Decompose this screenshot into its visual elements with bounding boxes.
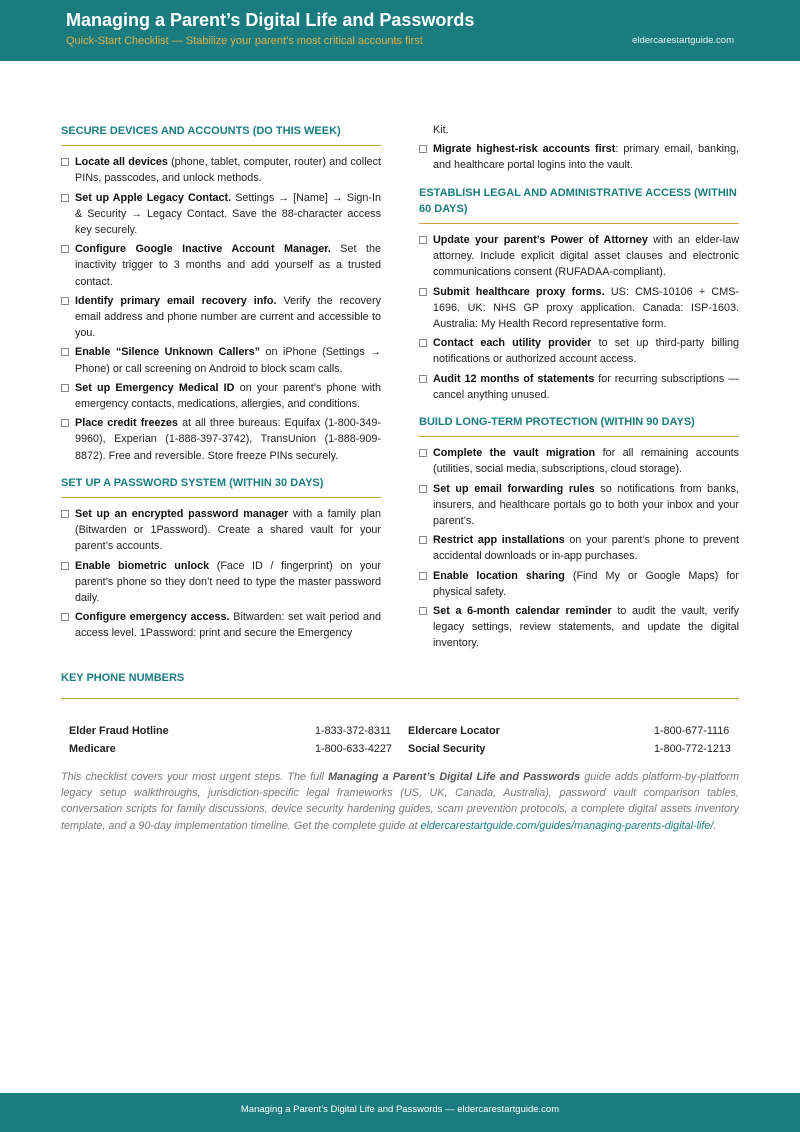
- phone-number: 1-800-772-1213: [654, 743, 731, 755]
- checklist-item-text: (Find My or Google Maps) for physical safety.: [433, 569, 739, 598]
- checklist-item-text: US: CMS-10106 + CMS-1696. UK: NHS GP proxy application. Canada: ISP-1603. Australia: My Health Record representative form.: [433, 285, 739, 331]
- footer-text: Managing a Parent’s Digital Life and Passwords — eldercarestartguide.com: [240, 1104, 560, 1115]
- note-text: .: [713, 819, 717, 832]
- section-title-legal: ESTABLISH LEGAL AND ADMINISTRATIVE ACCESS (WITHIN 60 DAYS): [419, 177, 739, 224]
- phone-number: 1-833-372-8311: [315, 725, 392, 737]
- phone-number: 1-800-633-4227: [315, 743, 392, 755]
- checklist-item-text: for all remaining accounts (utilities, social media, subscriptions, cloud storage).: [433, 447, 739, 476]
- checklist-item-title: Contact each utility provider: [433, 337, 592, 350]
- checklist-item: [61, 190, 381, 239]
- checklist-item-text: Set the inactivity trigger to 3 months and add yourself as a trusted contact.: [75, 243, 381, 288]
- checklist-item-title: Set up an encrypted password manager: [75, 508, 289, 521]
- checklist-item: [419, 284, 739, 333]
- checklist-item: [61, 344, 381, 376]
- checklist-item-title: Locate all devices: [75, 156, 168, 169]
- checklist-item-title: Enable biometric unlock: [75, 559, 210, 572]
- continued-item-text: Kit.: [433, 124, 449, 136]
- note-text: This checklist covers your most urgent steps. The full: [61, 771, 329, 783]
- checkbox-icon[interactable]: [61, 158, 69, 166]
- page-footer: [0, 1093, 800, 1132]
- checkbox-icon[interactable]: [419, 236, 427, 244]
- checklist-item: [419, 335, 739, 367]
- phone-row: [69, 722, 733, 740]
- longterm-checklist: [419, 445, 739, 651]
- checklist-item-text: to set up third-party billing notifications or authorized account access.: [433, 337, 739, 366]
- page-header: [0, 0, 800, 61]
- checklist-item-text: to audit the vault, verify legacy settings, review statements, and update the digital inventory.: [433, 605, 739, 650]
- guide-link[interactable]: eldercarestartguide.com/guides/managing-parents-digital-life/: [420, 819, 714, 832]
- checklist-item: [419, 481, 739, 530]
- left-column: [61, 115, 381, 645]
- checkbox-icon[interactable]: [419, 536, 427, 544]
- legal-checklist: [419, 232, 739, 403]
- checkbox-icon[interactable]: [61, 297, 69, 305]
- checklist-item-title: Update your parent’s Power of Attorney: [433, 234, 648, 247]
- checkbox-icon[interactable]: [61, 419, 69, 427]
- header-site-link[interactable]: eldercarestartguide.com: [632, 35, 734, 46]
- checklist-item-title: Migrate highest-risk accounts first: [433, 143, 616, 156]
- checklist-item-text: so notifications from banks, insurers, and healthcare portals go to both your inbox and your parent’s.: [433, 482, 739, 528]
- password-checklist-continued: [419, 141, 739, 173]
- checklist-item-title: Restrict app installations: [433, 534, 565, 547]
- phone-name: Eldercare Locator: [408, 725, 500, 737]
- checklist-item-title: Set up Apple Legacy Contact.: [75, 191, 232, 204]
- phone-name: Social Security: [408, 743, 486, 755]
- checklist-item: [61, 506, 381, 555]
- checklist-item: [61, 609, 381, 641]
- checkbox-icon[interactable]: [61, 194, 69, 202]
- checkbox-icon[interactable]: [61, 384, 69, 392]
- checklist-item-title: Enable “Silence Unknown Callers”: [75, 346, 261, 359]
- section-title-longterm: BUILD LONG-TERM PROTECTION (WITHIN 90 DAYS): [419, 406, 739, 437]
- checklist-item-text: with a family plan (Bitwarden or 1Password). Create a shared vault for your parent’s accounts.: [75, 508, 382, 553]
- checkbox-icon[interactable]: [61, 510, 69, 518]
- page-title: Managing a Parent’s Digital Life and Passwords: [66, 10, 475, 30]
- checklist-item: [419, 445, 739, 477]
- password-checklist: [61, 506, 381, 642]
- checkbox-icon[interactable]: [419, 145, 427, 153]
- checklist-item-text: on iPhone (Settings → Phone) or call screening on Android to block scam calls.: [75, 346, 381, 375]
- checklist-item-title: Submit healthcare proxy forms.: [433, 285, 605, 298]
- checklist-item-title: Complete the vault migration: [433, 447, 596, 460]
- checklist-item: [419, 568, 739, 600]
- checklist-item-title: Configure Google Inactive Account Manager.: [75, 243, 331, 256]
- checklist-item: [419, 603, 739, 652]
- phone-number: 1-800-677-1116: [654, 725, 730, 737]
- phone-name: Medicare: [69, 743, 116, 755]
- checklist-item-text: on your parent’s phone to prevent accidental downloads or in-app purchases.: [433, 534, 739, 563]
- checkbox-icon[interactable]: [61, 348, 69, 356]
- checklist-item-title: Place credit freezes: [75, 417, 178, 430]
- guide-note: [61, 769, 739, 834]
- checklist-item-title: Identify primary email recovery info.: [75, 294, 277, 307]
- checklist-item-title: Enable location sharing: [433, 569, 565, 582]
- checkbox-icon[interactable]: [419, 375, 427, 383]
- checkbox-icon[interactable]: [61, 562, 69, 570]
- checklist-item-text: on your parent’s phone with emergency contacts, medications, allergies, and conditions.: [75, 381, 381, 411]
- checklist-item-text: (phone, tablet, computer, router) and collect PINs, passcodes, and unlock methods.: [75, 156, 381, 185]
- checklist-item-title: Audit 12 months of statements: [433, 372, 595, 385]
- right-column: [419, 122, 739, 655]
- checklist-item: [419, 232, 739, 281]
- checkbox-icon[interactable]: [419, 572, 427, 580]
- checklist-item-text: Settings → [Name] → Sign-In & Security → Legacy Contact. Save the 88-character access key securely.: [75, 191, 381, 237]
- phone-row: [69, 740, 733, 758]
- checkbox-icon[interactable]: [419, 339, 427, 347]
- checklist-item: [419, 532, 739, 564]
- checklist-item: [61, 558, 381, 607]
- checklist-item-text: for recurring subscriptions — cancel anything unused.: [433, 372, 739, 401]
- checklist-item: [61, 293, 381, 342]
- checklist-item: [419, 141, 739, 173]
- checkbox-icon[interactable]: [61, 245, 69, 253]
- secure-checklist: [61, 154, 381, 464]
- checklist-item: [419, 371, 739, 403]
- checklist-item-title: Set up Emergency Medical ID: [75, 381, 235, 394]
- checklist-item: [61, 380, 381, 412]
- phone-numbers-table: [69, 722, 733, 758]
- checklist-item: [61, 241, 381, 290]
- checkbox-icon[interactable]: [419, 607, 427, 615]
- section-title-secure: SECURE DEVICES AND ACCOUNTS (DO THIS WEEK): [61, 115, 381, 146]
- section-title-password: SET UP A PASSWORD SYSTEM (WITHIN 30 DAYS): [61, 467, 381, 498]
- checklist-item-title: Set a 6-month calendar reminder: [433, 605, 612, 618]
- checklist-item: [61, 154, 381, 186]
- checklist-item-text: (Face ID / fingerprint) on your parent’s phone so they don’t need to type the master password daily.: [75, 559, 381, 605]
- checkbox-icon[interactable]: [419, 485, 427, 493]
- checklist-item-text: Verify the recovery email address and phone number are current and accessible to you.: [75, 294, 381, 340]
- checkbox-icon[interactable]: [61, 613, 69, 621]
- phone-name: Elder Fraud Hotline: [69, 725, 169, 737]
- phones-title: KEY PHONE NUMBERS: [61, 672, 739, 699]
- checklist-item-text: : primary email, banking, and healthcare portal logins into the vault.: [433, 143, 739, 172]
- checklist-item-text: with an elder-law attorney. Include explicit digital asset clauses and electronic communications consent (RUFADAA-compliant).: [433, 234, 740, 279]
- checklist-item-text: at all three bureaus: Equifax (1-800-349-9960), Experian (1-888-397-3742), TransUnion (1-888-909-8872). Free and reversible. Store freeze PINs securely.: [75, 417, 381, 462]
- checkbox-icon[interactable]: [419, 288, 427, 296]
- checklist-item-title: Configure emergency access.: [75, 611, 230, 624]
- checklist-item-text: Bitwarden: set wait period and access level. 1Password: print and secure the Emergency: [75, 611, 381, 640]
- note-text: guide adds platform-by-platform legacy setup walkthroughs, jurisdiction-specific legal frameworks (US, UK, Canada, Australia), password vault comparison tables, conversation scripts for family discussions, device security hardening guides, scam prevention protocols, a complete digital assets inventory template, and a 90-day implementation timeline. Get the complete guide at: [61, 771, 739, 832]
- page-subtitle: Quick-Start Checklist — Stabilize your parent’s most critical accounts first: [66, 35, 423, 47]
- checklist-item-title: Set up email forwarding rules: [433, 482, 595, 495]
- checkbox-icon[interactable]: [419, 449, 427, 457]
- checklist-item: [61, 415, 381, 464]
- note-guide-title: Managing a Parent’s Digital Life and Passwords: [328, 771, 581, 783]
